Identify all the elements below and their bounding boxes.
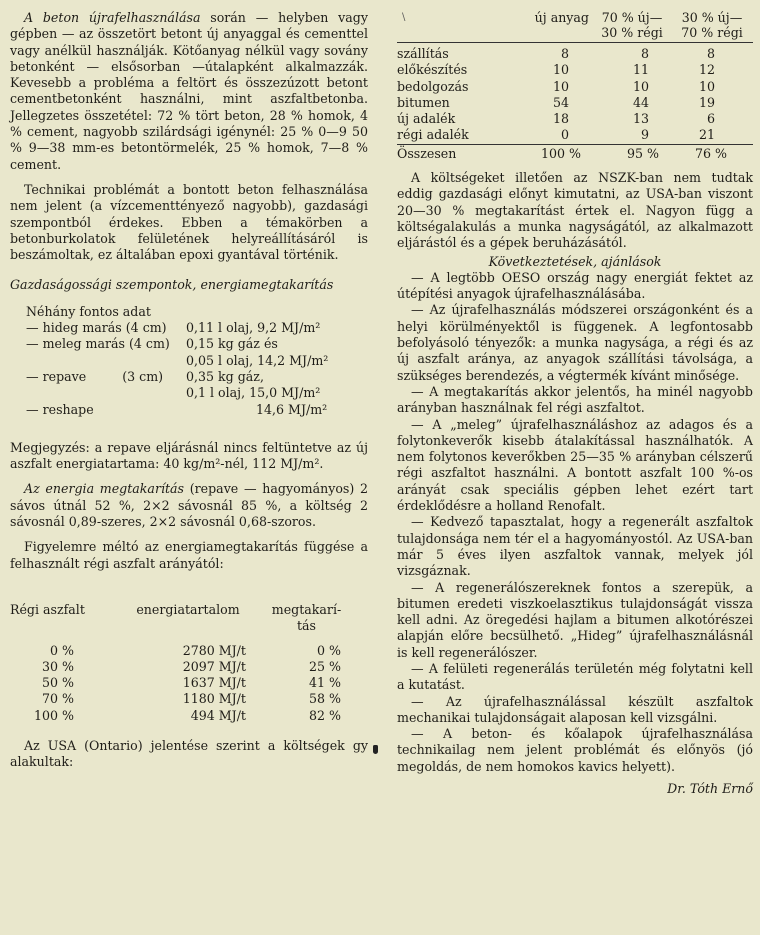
table-row: 0 % 2780 MJ/t 0 % bbox=[50, 642, 341, 658]
total-row: Összesen 100 % 95 % 76 % bbox=[397, 144, 753, 162]
energy-value: 0,11 l olaj, 9,2 MJ/m² bbox=[186, 320, 321, 336]
col-new-material-header: új anyag bbox=[509, 10, 593, 43]
list-item: — A felületi regenerálás területén még folytatni kell a kutatást. bbox=[397, 660, 753, 693]
usa-intro: Az USA (Ontario) jelentése szerint a költségek gy alakultak: bbox=[10, 737, 368, 770]
table-row: szállítás 8 8 8 bbox=[397, 46, 715, 61]
col-30-70-header: 30 % új— 70 % régi bbox=[675, 10, 753, 43]
saving-paragraph bbox=[10, 481, 368, 530]
table-row: bitumen 54 44 19 bbox=[397, 94, 715, 110]
energy-label: — reshape bbox=[26, 401, 94, 417]
energy-row-cont bbox=[26, 353, 328, 369]
table-row: 30 % 2097 MJ/t 25 % bbox=[42, 658, 341, 674]
energy-label: — hideg marás (4 cm) bbox=[26, 320, 167, 336]
corner-mark: \ bbox=[402, 12, 406, 23]
intro-rest: során — helyben vagy gépben — az összetört betont új anyaggal és cementtel vagy anélkül használják. Kötőanyag nélkül vagy sovány betonként — elsősorban —útalapként alkalmazzák. Kevesebb a probléma a feltört és összezúzott betont cementbetonként használni, mint aszfaltbetonba. Jellegzetes összetétel: 72 % tört beton, 28 % homok, 4 % cement, nagyobb szilárdsági igénynél: 25 % 0—9 50 % 9—38 mm-es betontörmelék, 25 % homok, 7—8 % cement. bbox=[10, 10, 368, 172]
list-item: — A megtakarítás akkor jelentős, ha minél nagyobb arányban használnak fel régi aszfaltot. bbox=[397, 383, 753, 416]
energy-row bbox=[26, 402, 328, 418]
list-item: — A legtöbb OESO ország nagy energiát fektet az útépítési anyagok újrafelhasználásába. bbox=[397, 269, 753, 302]
energy-table bbox=[26, 320, 328, 418]
right-column bbox=[397, 0, 753, 797]
col-70-30-header: 70 % új— 30 % régi bbox=[593, 10, 675, 43]
table-row: 70 % 1180 MJ/t 58 % bbox=[42, 691, 341, 707]
energy-value: 0,35 kg gáz, bbox=[186, 368, 264, 384]
attention-paragraph: Figyelemre méltó az energiamegtakarítás függése a felhasznált régi aszfalt arányától: bbox=[10, 539, 368, 571]
concrete-paragraph: Technikai problémát a bontott beton felhasználása nem jelent (a vízcementtényező nagyobb), gazdasági szempontból érdekes. Ebben a témakörben a betonburkolatok felületének helyreállításáról is beszámoltak, ez általában epoxi gyantával történik. bbox=[10, 181, 368, 263]
list-item: — A beton- és kőalapok újrafelhasználása technikailag nem jelent problémát és előnyös (jó megoldás, de nem homokos kavics helyett). bbox=[397, 726, 753, 774]
data-title: Néhány fontos adat bbox=[26, 303, 151, 319]
list-item: — Az újrafelhasználással készült aszfaltok mechanikai tulajdonságait alaposan kell vizsgálni. bbox=[397, 693, 753, 725]
recommendation-list bbox=[397, 270, 753, 775]
table-row: bedolgozás 10 10 10 bbox=[397, 78, 715, 94]
energy-value: 0,15 kg gáz és bbox=[186, 336, 278, 352]
energy-row bbox=[26, 369, 328, 385]
list-item: — Kedvező tapasztalat, hogy a regenerált aszfaltok tulajdonsága nem tér el a hagyományostól. Az USA-ban már 5 éves ilyen aszfaltok vannak, melyek jól vizsgáznak. bbox=[397, 514, 753, 579]
conclusions-title: Következtetések, ajánlások bbox=[488, 253, 662, 269]
energy-row bbox=[26, 336, 328, 352]
recycled-ratio-table bbox=[10, 602, 355, 724]
energy-value: 14,6 MJ/m² bbox=[256, 401, 328, 417]
cost-table bbox=[397, 10, 753, 162]
left-column bbox=[10, 0, 368, 771]
saving-lead: Az energia megtakarítás bbox=[24, 481, 185, 497]
saving-rest: (repave — hagyományos) 2 sávos útnál 52 %, 2×2 sávosnál 85 %, a költség 2 sávosnál 0,89-szeres, 2×2 sávosnál 0,68-szoros. bbox=[10, 481, 368, 530]
list-item: — A „meleg” újrafelhasználáshoz az adagos és a folytonkeverők kisebb átalakítással használhatók. A nem folytonos keverőkben 25—35 % arányban célszerű régi aszfaltot használni. A bontott aszfalt 100 %-os arányát csak speciális gépben lehet ezért tart érdeklődésre a holland Renofalt. bbox=[397, 416, 753, 514]
intro-lead: A beton újrafelhasználása bbox=[24, 10, 201, 25]
col-saving-header: megtakarí- tás bbox=[271, 601, 342, 634]
energy-value: 0,1 l olaj, 15,0 MJ/m² bbox=[186, 385, 321, 401]
table-row: 50 % 1637 MJ/t 41 % bbox=[42, 675, 341, 691]
energy-row-cont bbox=[26, 385, 328, 401]
table-row: új adalék 18 13 6 bbox=[397, 111, 715, 127]
col-old-asphalt-header: Régi aszfalt bbox=[10, 601, 85, 617]
energy-value: 0,05 l olaj, 14,2 MJ/m² bbox=[186, 352, 329, 368]
table-row: régi adalék 0 9 21 bbox=[397, 127, 715, 143]
energy-label: — meleg marás (4 cm) bbox=[26, 336, 170, 352]
intro-paragraph bbox=[10, 10, 368, 173]
section-title: Gazdaságossági szempontok, energiamegtakarítás bbox=[10, 277, 334, 293]
energy-label: — repave (3 cm) bbox=[26, 368, 164, 384]
col-energy-header: energiatartalom bbox=[136, 601, 240, 617]
energy-row bbox=[26, 320, 328, 336]
ink-mark bbox=[373, 745, 378, 754]
list-item: — A regenerálószereknek fontos a szerepük, a bitumen eredeti viszkoelasztikus tulajdonságát vissza kell adni. Az öregedési hajlam a bitumen alkotórészei alapján előre becsülhető. „Hideg” újrafelhasználásnál is kell regenerálószer. bbox=[397, 579, 753, 660]
table-row: 100 % 494 MJ/t 82 % bbox=[33, 707, 341, 723]
table-row: előkészítés 10 11 12 bbox=[397, 62, 715, 78]
author-signature: Dr. Tóth Ernő bbox=[667, 781, 753, 797]
costs-paragraph: A költségeket illetően az NSZK-ban nem tudtak eddig gazdasági előnyt kimutatni, az USA-ban viszont 20—30 % megtakarítást értek el. Nagyon függ a költségalakulás a munka nagyságától, az alkalmazott eljárástól és a gépek beruházásától. bbox=[397, 170, 753, 251]
list-item: — Az újrafelhasználás módszerei országonként és a helyi körülményektől is függenek. A legfontosabb befolyásoló tényezők: a munka nagysága, a régi és az új aszfalt aránya, az anyagok szállítási távolsága, a szükséges berendezés, a végtermék kívánt minősége. bbox=[397, 302, 753, 383]
note-paragraph: Megjegyzés: a repave eljárásnál nincs feltüntetve az új aszfalt energiatartama: 40 kg/m²-nél, 112 MJ/m². bbox=[10, 439, 368, 472]
